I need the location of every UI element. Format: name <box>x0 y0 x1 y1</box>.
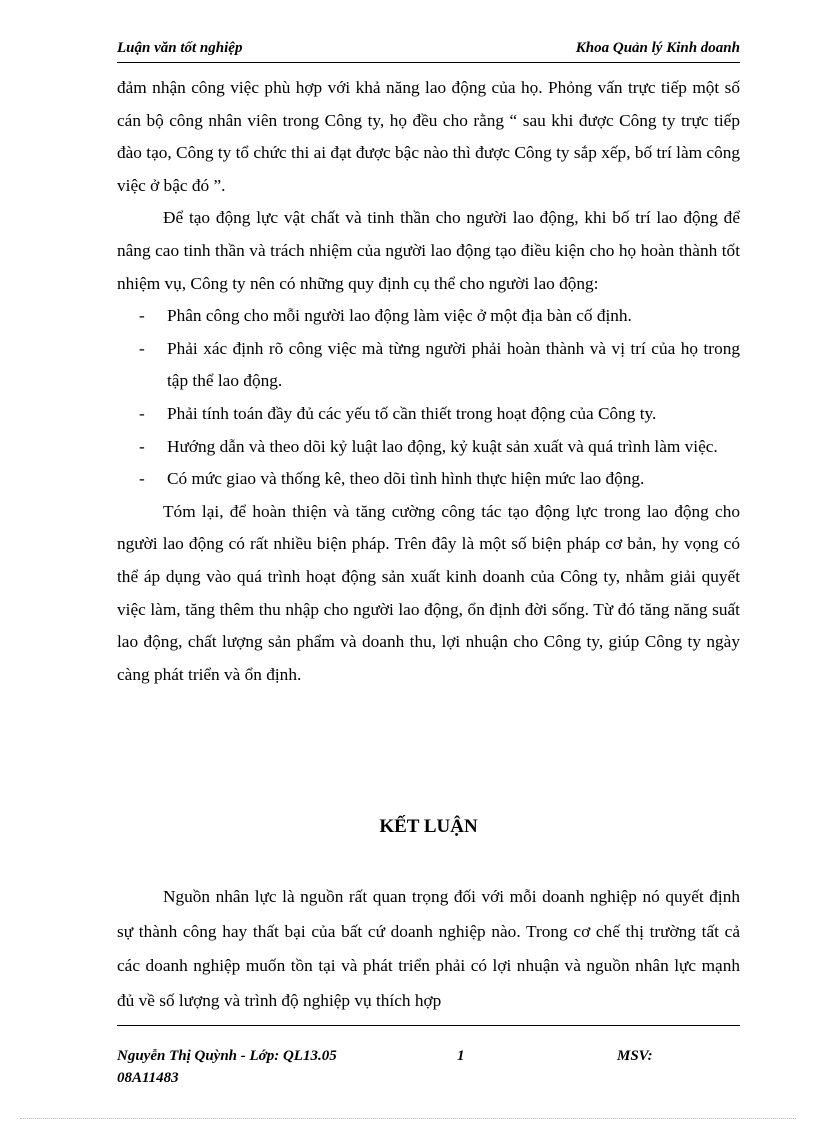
list-item-text: Hướng dẫn và theo dõi kỷ luật lao động, kỷ kuật sản xuất và quá trình làm việc. <box>167 436 718 456</box>
bullet-dash: - <box>139 436 145 456</box>
list-item <box>117 463 740 496</box>
header-faculty-label: Khoa Quản lý Kinh doanh <box>575 40 740 56</box>
bullet-dash: - <box>139 469 145 489</box>
list-item <box>117 398 740 431</box>
regulation-list <box>117 300 740 496</box>
list-item <box>117 431 740 464</box>
page-number: 1 <box>457 1048 465 1064</box>
footer-divider <box>117 1025 740 1026</box>
bullet-dash: - <box>139 338 145 358</box>
page-header <box>117 38 740 63</box>
bullet-dash: - <box>139 403 145 423</box>
footer-msv-label: MSV: <box>617 1048 653 1064</box>
list-item-text: Phải tính toán đầy đủ các yếu tố cần thiết trong hoạt động của Công ty. <box>167 403 657 423</box>
conclusion-heading: KẾT LUẬN <box>379 816 478 837</box>
page-edge-divider <box>20 1118 796 1119</box>
bullet-dash: - <box>139 306 145 326</box>
paragraph-motivation: Để tạo động lực vật chất và tinh thần cho người lao động, khi bố trí lao động để nâng cao tinh thần và trách nhiệm của người lao động tạo điều kiện cho họ hoàn thành tốt nhiệm vụ, Công ty nên có những quy định cụ thể cho người lao động: <box>117 208 740 293</box>
footer-author: Nguyễn Thị Quỳnh - Lớp: QL13.05 <box>117 1048 337 1064</box>
paragraph-conclusion: Nguồn nhân lực là nguồn rất quan trọng đối với mỗi doanh nghiệp nó quyết định sự thành công hay thất bại của bất cứ doanh nghiệp nào. Trong cơ chế thị trường tất cả các doanh nghiệp muốn tồn tại và phát triển phải có lợi nhuận và nguồn nhân lực mạnh đủ về số lượng và trình độ nghiệp vụ thích hợp <box>117 887 740 1010</box>
header-thesis-label: Luận văn tốt nghiệp <box>117 40 243 56</box>
paragraph-interview: đảm nhận công việc phù hợp với khả năng lao động của họ. Phỏng vấn trực tiếp một số cán bộ công nhân viên trong Công ty, họ đều cho rằng “ sau khi được Công ty trực tiếp đào tạo, Công ty tổ chức thi ai đạt được bậc nào thì được Công ty sắp xếp, bố trí làm công việc ở bậc đó ”. <box>117 78 740 195</box>
conclusion-body <box>117 880 740 1018</box>
list-item <box>117 333 740 398</box>
footer-student-code: 08A11483 <box>117 1070 179 1086</box>
list-item-text: Có mức giao và thống kê, theo dõi tình hình thực hiện mức lao động. <box>167 469 645 489</box>
main-body <box>117 72 740 691</box>
list-item-text: Phân công cho mỗi người lao động làm việc ở một địa bàn cố định. <box>167 306 632 326</box>
list-item-text: Phải xác định rõ công việc mà từng người phải hoàn thành và vị trí của họ trong tập thể lao động. <box>167 338 740 391</box>
list-item <box>117 300 740 333</box>
paragraph-summary: Tóm lại, để hoàn thiện và tăng cường công tác tạo động lực trong lao động cho người lao động có rất nhiều biện pháp. Trên đây là một số biện pháp cơ bản, hy vọng có thể áp dụng vào quá trình hoạt động sản xuất kinh doanh của Công ty, nhằm giải quyết việc làm, tăng thêm thu nhập cho người lao động, ổn định đời sống. Từ đó tăng năng suất lao động, chất lượng sản phẩm và doanh thu, lợi nhuận cho Công ty, giúp Công ty ngày càng phát triển và ổn định. <box>117 501 740 684</box>
